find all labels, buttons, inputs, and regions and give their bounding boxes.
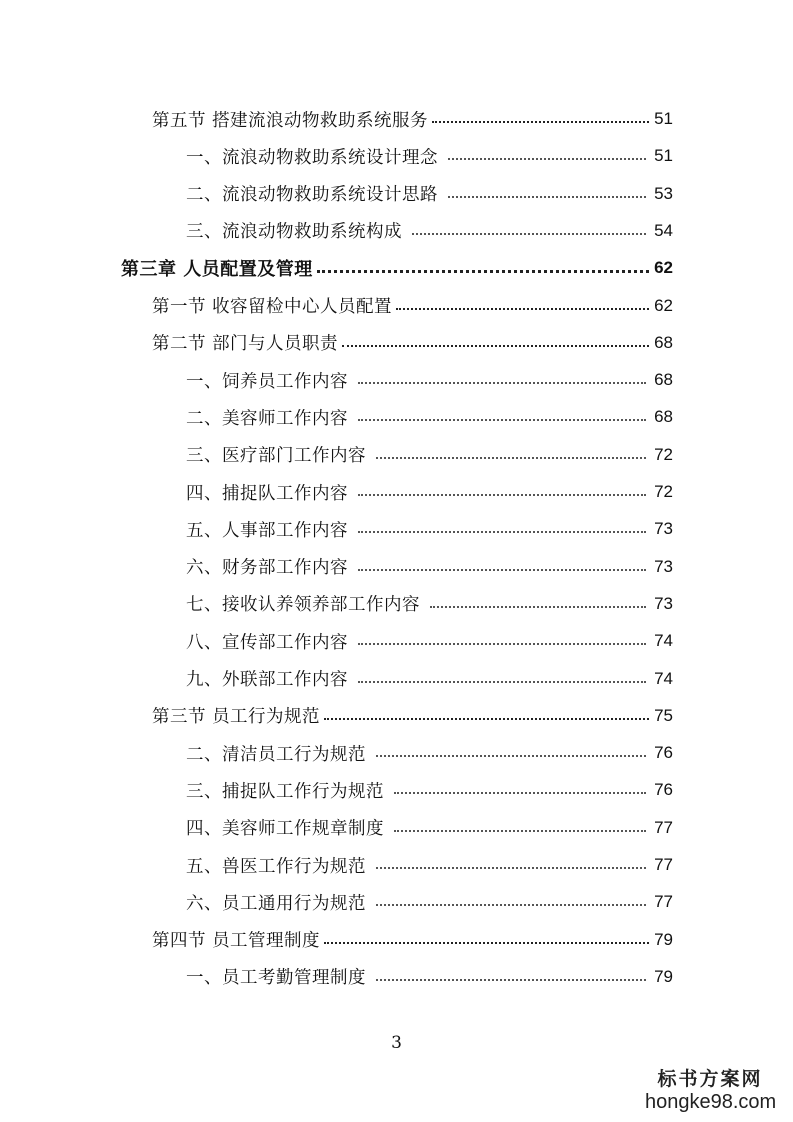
toc-entry bbox=[186, 962, 673, 992]
dot-leader bbox=[358, 643, 646, 645]
toc-entry bbox=[152, 328, 673, 358]
toc-entry-page: 73 bbox=[654, 519, 673, 539]
toc-entry-title: 第三章 人员配置及管理 bbox=[121, 259, 313, 281]
toc-entry-title: 五、兽医工作行为规范 bbox=[186, 856, 366, 877]
toc-entry-page: 68 bbox=[654, 332, 673, 352]
toc-entry bbox=[186, 589, 673, 619]
watermark-title: 标书方案网 bbox=[657, 1068, 763, 1090]
toc-entry-title: 第二节 部门与人员职责 bbox=[152, 334, 339, 355]
toc-entry-title: 第三节 员工行为规范 bbox=[152, 707, 321, 728]
toc-entry-page: 62 bbox=[654, 258, 673, 278]
toc-entry bbox=[186, 179, 673, 209]
toc-entry-page: 53 bbox=[654, 183, 673, 203]
dot-leader bbox=[376, 755, 646, 757]
dot-leader bbox=[376, 979, 646, 981]
dot-leader bbox=[358, 382, 646, 384]
toc-entry-title: 七、接收认养领养部工作内容 bbox=[186, 595, 420, 616]
dot-leader bbox=[376, 867, 646, 869]
toc-entry bbox=[152, 701, 673, 731]
page-number: 3 bbox=[391, 1033, 402, 1053]
toc-entry-page: 77 bbox=[654, 855, 673, 874]
toc-entry-title: 二、流浪动物救助系统设计思路 bbox=[186, 185, 438, 206]
watermark-url: hongke98.com bbox=[645, 1091, 777, 1113]
toc-entry-title: 四、捕捉队工作内容 bbox=[186, 483, 348, 504]
dot-leader bbox=[358, 494, 646, 496]
toc-entry-page: 62 bbox=[654, 295, 673, 315]
toc-entry-page: 79 bbox=[654, 966, 673, 986]
dot-leader bbox=[412, 233, 646, 235]
dot-leader bbox=[432, 121, 649, 123]
toc-entry bbox=[121, 253, 673, 283]
toc-entry bbox=[152, 104, 673, 134]
toc-entry-title: 第五节 搭建流浪动物救助系统服务 bbox=[152, 110, 429, 131]
toc-entry-title: 第一节 收容留检中心人员配置 bbox=[152, 297, 393, 317]
dot-leader bbox=[448, 158, 646, 160]
toc-entry-page: 54 bbox=[654, 220, 673, 240]
toc-entry-page: 73 bbox=[654, 593, 673, 613]
toc-entry bbox=[186, 850, 673, 880]
toc-entry-title: 五、人事部工作内容 bbox=[186, 520, 348, 541]
dot-leader bbox=[342, 345, 649, 347]
toc-entry-title: 三、流浪动物救助系统构成 bbox=[186, 222, 402, 243]
toc-entry-page: 72 bbox=[654, 482, 673, 501]
toc-entry bbox=[186, 552, 673, 582]
toc-entry bbox=[186, 216, 673, 246]
toc-entry-title: 二、美容师工作内容 bbox=[186, 408, 348, 429]
toc-entry-page: 76 bbox=[654, 780, 673, 800]
dot-leader bbox=[324, 942, 649, 944]
toc-entry bbox=[152, 925, 673, 955]
toc-entry-title: 九、外联部工作内容 bbox=[186, 670, 348, 690]
toc-entry-page: 68 bbox=[654, 370, 673, 390]
dot-leader bbox=[396, 308, 649, 310]
toc-entry-page: 75 bbox=[654, 705, 673, 725]
toc-entry bbox=[186, 738, 673, 768]
toc-entry bbox=[186, 887, 673, 917]
toc-entry-page: 68 bbox=[654, 407, 673, 427]
toc-entry-page: 51 bbox=[654, 109, 673, 128]
dot-leader bbox=[430, 606, 646, 608]
toc-entry-page: 73 bbox=[654, 556, 673, 576]
toc-entry-page: 51 bbox=[654, 146, 673, 166]
toc-entry-page: 76 bbox=[654, 743, 673, 763]
dot-leader bbox=[376, 904, 646, 906]
dot-leader bbox=[317, 270, 649, 273]
toc-entry-page: 74 bbox=[654, 631, 673, 651]
toc-entry-page: 72 bbox=[654, 444, 673, 464]
dot-leader bbox=[358, 531, 646, 533]
toc-entry-title: 三、医疗部门工作内容 bbox=[186, 446, 366, 467]
toc-entry bbox=[186, 477, 673, 507]
dot-leader bbox=[376, 457, 646, 459]
toc-entry bbox=[186, 141, 673, 171]
toc-entry-title: 三、捕捉队工作行为规范 bbox=[186, 781, 384, 802]
toc-entry bbox=[186, 402, 673, 432]
dot-leader bbox=[394, 830, 646, 832]
dot-leader bbox=[358, 681, 646, 683]
toc-entry bbox=[186, 775, 673, 805]
toc-entry-title: 一、饲养员工作内容 bbox=[186, 371, 348, 392]
toc-entry bbox=[186, 813, 673, 843]
toc-entry bbox=[186, 664, 673, 694]
dot-leader bbox=[358, 419, 646, 421]
toc-entry-title: 六、员工通用行为规范 bbox=[186, 893, 366, 914]
dot-leader bbox=[448, 196, 646, 198]
toc-entry bbox=[186, 365, 673, 395]
toc-entry-title: 六、财务部工作内容 bbox=[186, 558, 348, 579]
toc-entry-title: 八、宣传部工作内容 bbox=[186, 632, 348, 653]
toc-entry-title: 二、清洁员工行为规范 bbox=[186, 744, 366, 765]
toc-entry bbox=[186, 440, 673, 470]
toc-entry bbox=[186, 514, 673, 544]
toc-entry-title: 一、流浪动物救助系统设计理念 bbox=[186, 147, 438, 168]
dot-leader bbox=[394, 792, 646, 794]
toc-entry-title: 四、美容师工作规章制度 bbox=[186, 819, 384, 840]
toc-entry-page: 74 bbox=[654, 668, 673, 688]
toc-entry bbox=[186, 626, 673, 656]
toc-entry-page: 79 bbox=[654, 929, 673, 949]
toc-entry-page: 77 bbox=[654, 817, 673, 837]
watermark-logo bbox=[645, 1068, 775, 1114]
toc-entry-title: 一、员工考勤管理制度 bbox=[186, 968, 366, 989]
dot-leader bbox=[358, 569, 646, 571]
dot-leader bbox=[324, 718, 649, 720]
toc-entry-page: 77 bbox=[654, 892, 673, 912]
toc-entry-title: 第四节 员工管理制度 bbox=[152, 931, 321, 952]
toc-entry bbox=[152, 291, 673, 321]
